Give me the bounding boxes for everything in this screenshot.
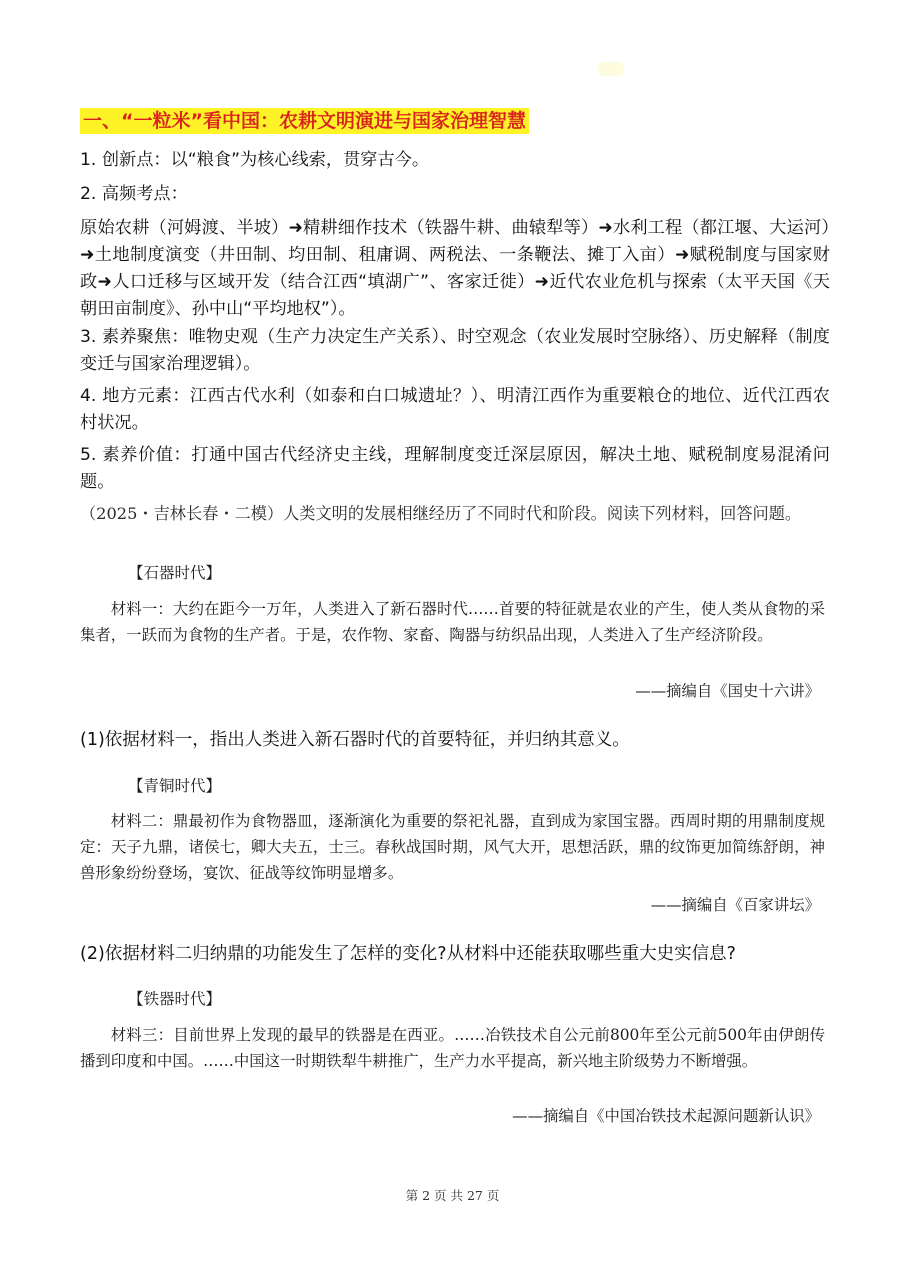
material-label-bronze-age: 【青铜时代】: [128, 777, 222, 795]
material-three-source: ——摘编自《中国冶铁技术起源问题新认识》: [512, 1107, 820, 1125]
point-innovation: 1. 创新点：以“粮食”为核心线索，贯穿古今。: [80, 150, 430, 170]
question-one: (1)依据材料一，指出人类进入新石器时代的首要特征，并归纳其意义。: [80, 730, 630, 750]
point-literacy-focus: 3. 素养聚焦：唯物史观（生产力决定生产关系）、时空观念（农业发展时空脉络）、历史解释（制度变迁与国家治理逻辑）。: [80, 327, 830, 374]
material-label-stone-age: 【石器时代】: [128, 564, 222, 582]
point-exam-focus-title: 2. 高频考点：: [80, 184, 188, 204]
material-two-text: 材料二：鼎最初作为食物器皿，逐渐演化为重要的祭祀礼器，直到成为家国宝器。西周时期的用鼎制度规定：天子九鼎，诸侯七，卿大夫五，士三。春秋战国时期，风气大开，思想活跃，鼎的纹饰更加简练舒朗，神兽形象纷纷登场，宴饮、征战等纹饰明显增多。: [80, 812, 825, 882]
section-heading: 一、“一粒米”看中国：农耕文明演进与国家治理智慧: [80, 108, 529, 134]
material-label-iron-age: 【铁器时代】: [128, 990, 222, 1008]
highlight-smudge: [598, 62, 624, 76]
question-two: (2)依据材料二归纳鼎的功能发生了怎样的变化?从材料中还能获取哪些重大史实信息?: [80, 944, 736, 964]
page-footer: 第 2 页 共 27 页: [405, 1188, 500, 1203]
material-three-text: 材料三：目前世界上发现的最早的铁器是在西亚。……冶铁技术自公元前800年至公元前500年由伊朗传播到印度和中国。……中国这一时期铁犁牛耕推广，生产力水平提高，新兴地主阶级势力不断增强。: [80, 1026, 825, 1070]
point-literacy-value: 5. 素养价值：打通中国古代经济史主线，理解制度变迁深层原因，解决土地、赋税制度易混淆问题。: [80, 445, 830, 492]
point-exam-focus-chain: 原始农耕（河姆渡、半坡）➜精耕细作技术（铁器牛耕、曲辕犁等）➜水利工程（都江堰、大运河）➜土地制度演变（井田制、均田制、租庸调、两税法、一条鞭法、摊丁入亩）➜赋税制度与国家财政➜人口迁移与区域开发（结合江西“填湖广”、客家迁徙）➜近代农业危机与探索（太平天国《天朝田亩制度》、孙中山“平均地权”）。: [80, 218, 830, 319]
material-one-source: ——摘编自《国史十六讲》: [635, 682, 820, 700]
material-one-text: 材料一：大约在距今一万年，人类进入了新石器时代……首要的特征就是农业的产生，使人类从食物的采集者，一跃而为食物的生产者。于是，农作物、家畜、陶器与纺织品出现，人类进入了生产经济阶段。: [80, 600, 825, 644]
point-local-elements: 4. 地方元素：江西古代水利（如泰和白口城遗址？）、明清江西作为重要粮仓的地位、近代江西农村状况。: [80, 386, 830, 433]
question-intro: （2025・吉林长春・二模）人类文明的发展相继经历了不同时代和阶段。阅读下列材料，回答问题。: [80, 504, 802, 523]
material-two-source: ——摘编自《百家讲坛》: [650, 896, 820, 914]
